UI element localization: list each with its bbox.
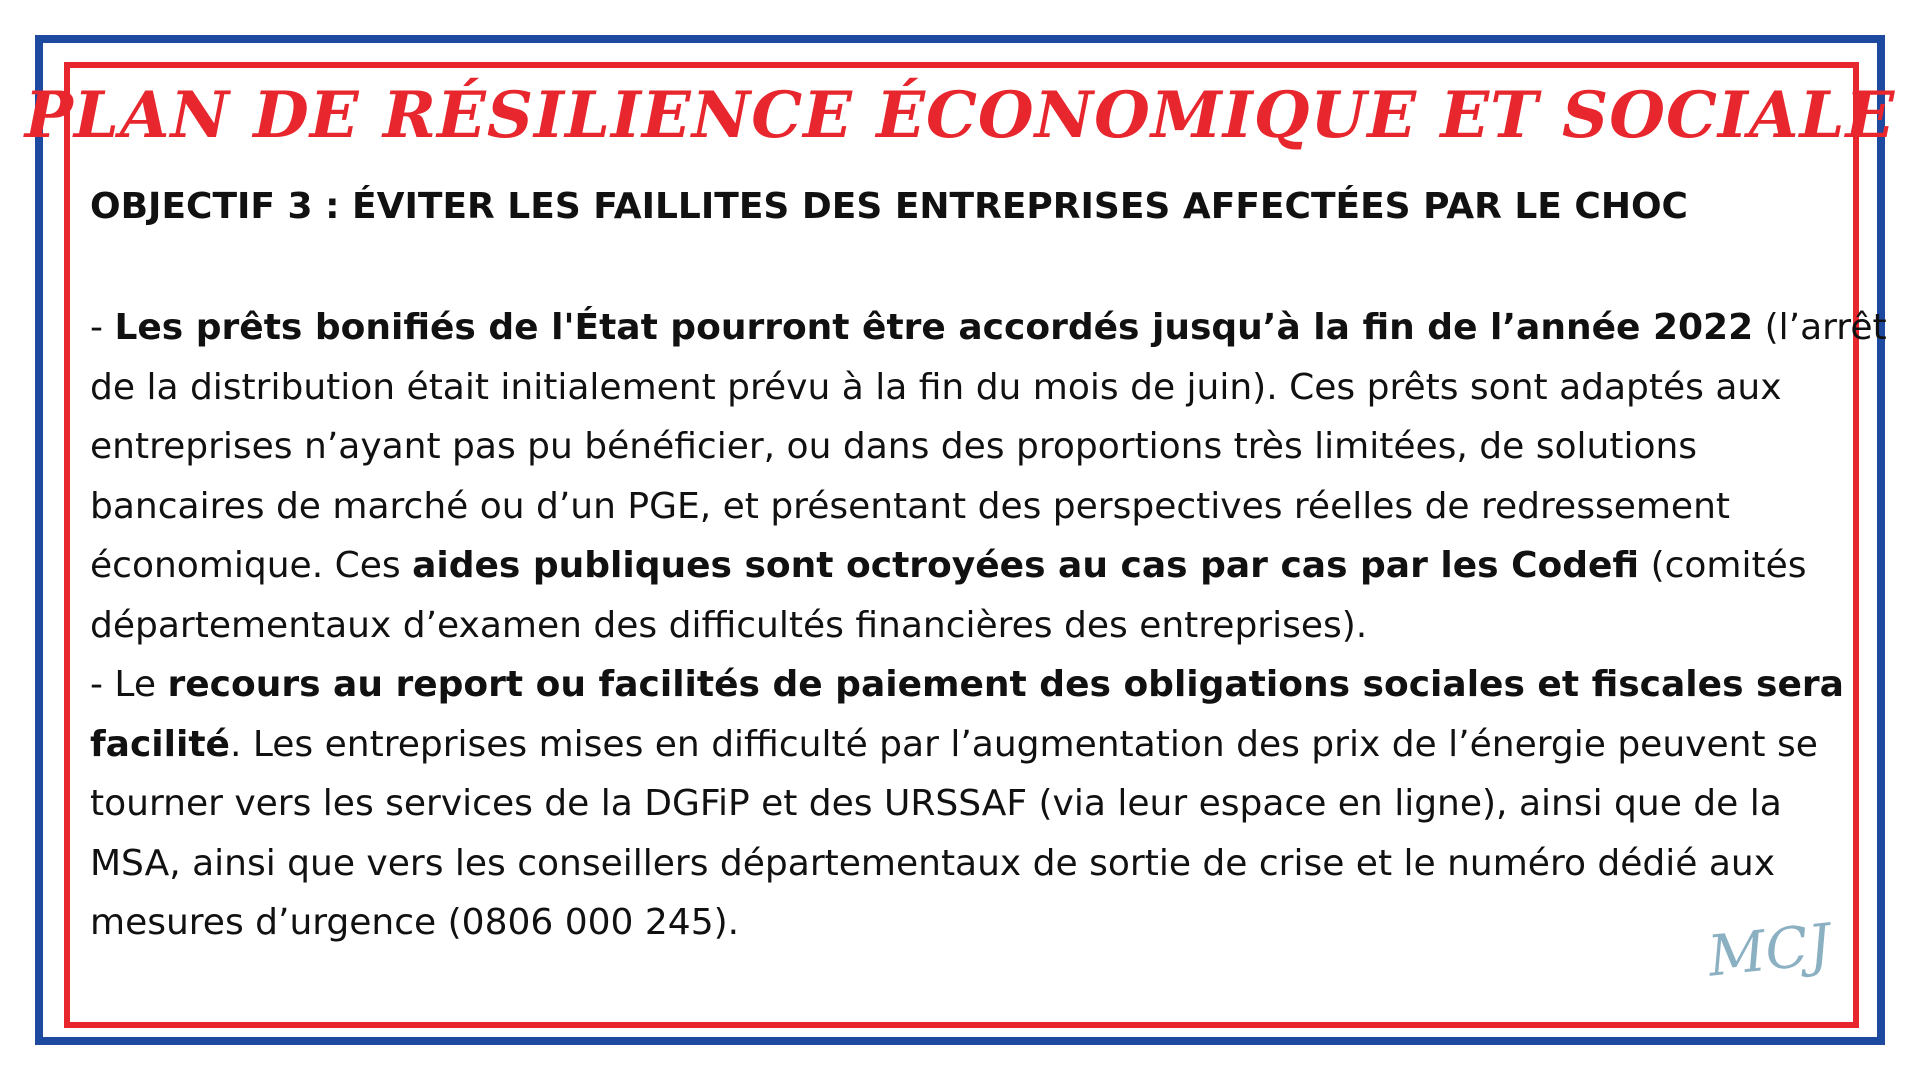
bold-text: Les prêts bonifiés de l'État pourront être accordés jusqu’à la fin de l’année 2022 — [114, 307, 1754, 348]
text-line: - Le recours au report ou facilités de paiement des obligations sociales et fiscales sera — [90, 664, 1844, 705]
body-text — [90, 298, 1887, 953]
text-line: départementaux d’examen des difficultés financières des entreprises). — [90, 604, 1368, 646]
text-line: tourner vers les services de la DGFiP et des URSSAF (via leur espace en ligne), ainsi que de la — [90, 783, 1782, 824]
bold-text: recours au report ou facilités de paiement des obligations sociales et fiscales sera — [167, 664, 1844, 705]
text-line: entreprises n’ayant pas pu bénéficier, ou dans des proportions très limitées, de solutions — [90, 426, 1698, 467]
page-title: PLAN DE RÉSILIENCE ÉCONOMIQUE ET SOCIALE — [24, 78, 1896, 153]
objective-subtitle: OBJECTIF 3 : ÉVITER LES FAILLITES DES ENTREPRISES AFFECTÉES PAR LE CHOC — [90, 186, 1688, 227]
text-line: facilité. Les entreprises mises en difficulté par l’augmentation des prix de l’énergie peuvent se — [90, 723, 1818, 765]
text-line: - Les prêts bonifiés de l'État pourront être accordés jusqu’à la fin de l’année 2022 (l’arrêt — [90, 307, 1887, 348]
signature-logo: MCJ — [1705, 912, 1834, 990]
bold-text: facilité — [90, 723, 230, 765]
text-line: MSA, ainsi que vers les conseillers départementaux de sortie de crise et le numéro dédié aux — [90, 842, 1776, 884]
bold-text: aides publiques sont octroyées au cas par cas par les Codefi — [412, 545, 1640, 586]
text-line: économique. Ces aides publiques sont octroyées au cas par cas par les Codefi (comités — [90, 545, 1807, 586]
text-line: bancaires de marché ou d’un PGE, et présentant des perspectives réelles de redressement — [90, 485, 1731, 527]
text-line: de la distribution était initialement prévu à la fin du mois de juin). Ces prêts sont adaptés aux — [90, 366, 1782, 408]
text-line: mesures d’urgence (0806 000 245). — [90, 902, 740, 943]
